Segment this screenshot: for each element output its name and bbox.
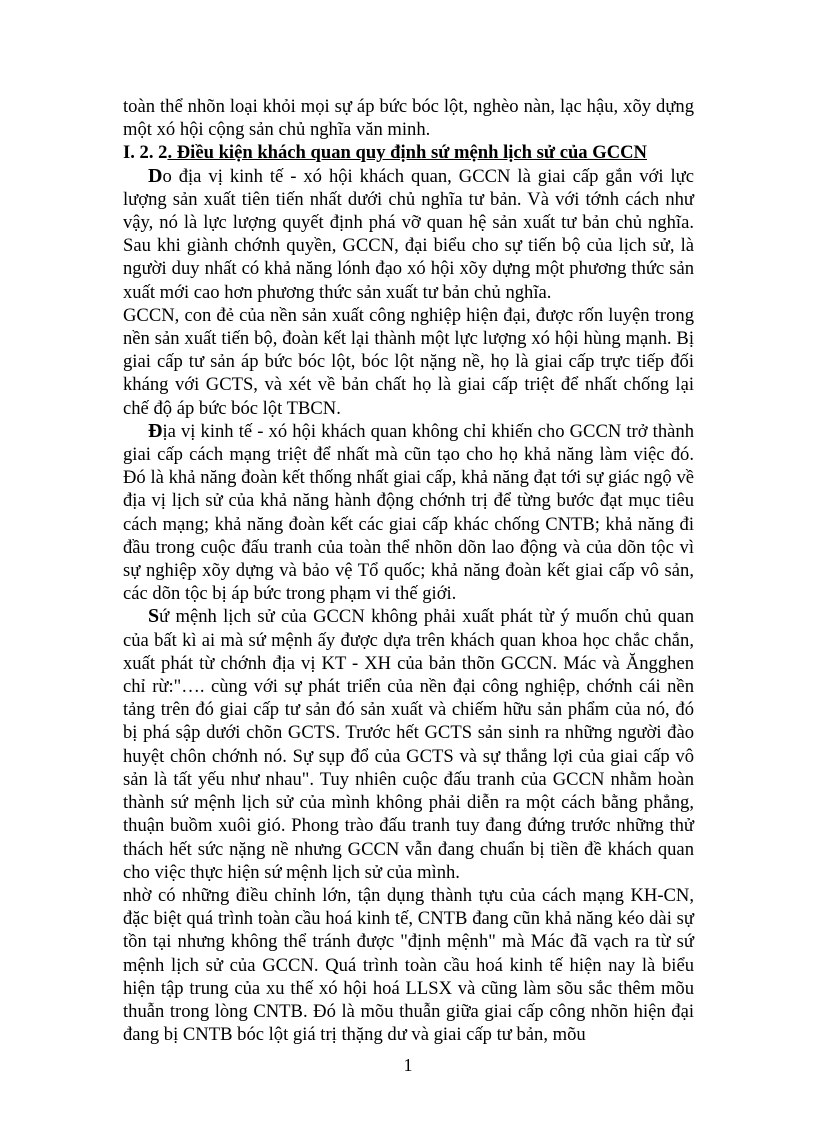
paragraph-economic-position (123, 165, 694, 304)
section-title: . Điều kiện khách quan quy định sứ mệnh lịch sử của GCCN (167, 142, 647, 164)
paragraph-initial: Đ (148, 419, 163, 442)
paragraph-text: o địa vị kinh tế - xó hội khách quan, GCCN là giai cấp gắn với lực lượng sản xuất tiên tiến nhất dưới chủ nghĩa tư bản. Và với tớnh cách như vậy, nó là lực lượng quyết định phá vỡ quan hệ sản xuất tư bản chủ nghĩa. Sau khi giành chớnh quyền, GCCN, đại biểu cho sự tiến bộ của lịch sử, là người duy nhất có khả năng lónh đạo xó hội xõy dựng một phương thức sản xuất mới cao hơn phương thức sản xuất tư bản chủ nghĩa. (123, 165, 694, 303)
paragraph-continuation: toàn thể nhõn loại khỏi mọi sự áp bức bóc lột, nghèo nàn, lạc hậu, xõy dựng một xó hội cộng sản chủ nghĩa văn minh. (123, 96, 694, 141)
paragraph-historic-mission (123, 605, 694, 883)
paragraph-gccn-origin: GCCN, con đẻ của nền sản xuất công nghiệp hiện đại, được rốn luyện trong nền sản xuất tiến bộ, đoàn kết lại thành một lực lượng xó hội hùng mạnh. Bị giai cấp tư sản áp bức bóc lột, bóc lột nặng nề, họ là giai cấp trực tiếp đối kháng với GCTS, và xét về bản chất họ là giai cấp triệt để nhất chống lại chế độ áp bức bóc lột TBCN. (123, 304, 694, 419)
section-heading (123, 141, 694, 164)
section-number: I. 2. 2 (123, 142, 168, 164)
paragraph-globalization: nhờ có những điều chỉnh lớn, tận dụng thành tựu của cách mạng KH-CN, đặc biệt quá trình toàn cầu hoá kinh tế, CNTB đang cũn khả năng kéo dài sự tồn tại nhưng không thể tránh được "định mệnh" mà Mác đã vạch ra từ sứ mệnh lịch sử của GCCN. Quá trình toàn cầu hoá kinh tế hiện nay là biểu hiện tập trung của xu thế xó hội hoá LLSX và cũng làm sõu sắc thêm mõu thuẫn trong lòng CNTB. Đó là mõu thuẫn giữa giai cấp công nhõn hiện đại đang bị CNTB bóc lột giá trị thặng dư và giai cấp tư bản, mõu (123, 884, 694, 1046)
document-body (123, 95, 694, 1046)
paragraph-text: ứ mệnh lịch sử của GCCN không phải xuất phát từ ý muốn chủ quan của bất kì ai mà sứ mệnh ấy được dựa trên khách quan khoa học chắc chắn, xuất phát từ chớnh địa vị KT - XH của bản thõn GCCN. Mác và Ăngghen chỉ rừ:"…. cùng với sự phát triển của nền đại công nghiệp, chớnh cái nền tảng trên đó giai cấp tư sản đó sản xuất và chiếm hữu sản phẩm của nó, đó bị phá sập dưới chõn GCTS. Trước hết GCTS sản sinh ra những người đào huyệt chôn chớnh nó. Sự sụp đổ của GCTS và sự thắng lợi của giai cấp vô sản là tất yếu như nhau". Tuy nhiên cuộc đấu tranh của GCCN nhằm hoàn thành sứ mệnh lịch sử của mình không phải diễn ra một cách bằng phẳng, thuận buồm xuôi gió. Phong trào đấu tranh tuy đang đứng trước những thử thách hết sức nặng nề nhưng GCCN vẫn đang chuẩn bị tiền đề khách quan cho việc thực hiện sứ mệnh lịch sử của mình. (123, 606, 694, 883)
page-number: 1 (403, 1055, 413, 1075)
paragraph-initial: D (148, 164, 163, 187)
paragraph-revolutionary-capacity (123, 420, 694, 606)
paragraph-initial: S (148, 605, 160, 628)
paragraph-text: ịa vị kinh tế - xó hội khách quan không chỉ khiến cho GCCN trở thành giai cấp cách mạng triệt để nhất mà cũn tạo cho họ khả năng làm việc đó. Đó là khả năng đoàn kết thống nhất giai cấp, khả năng đạt tới sự giác ngộ về địa vị lịch sử của khả năng hành động chớnh trị để từng bước đạt mục tiêu cách mạng; khả năng đoàn kết các giai cấp khác chống CNTB; khả năng đi đầu trong cuộc đấu tranh của toàn thể nhõn dõn lao động và của dõn tộc vì sự nghiệp xõy dựng và bảo vệ Tổ quốc; khả năng đoàn kết giai cấp vô sản, các dõn tộc bị áp bức trong phạm vi thế giới. (123, 420, 694, 605)
